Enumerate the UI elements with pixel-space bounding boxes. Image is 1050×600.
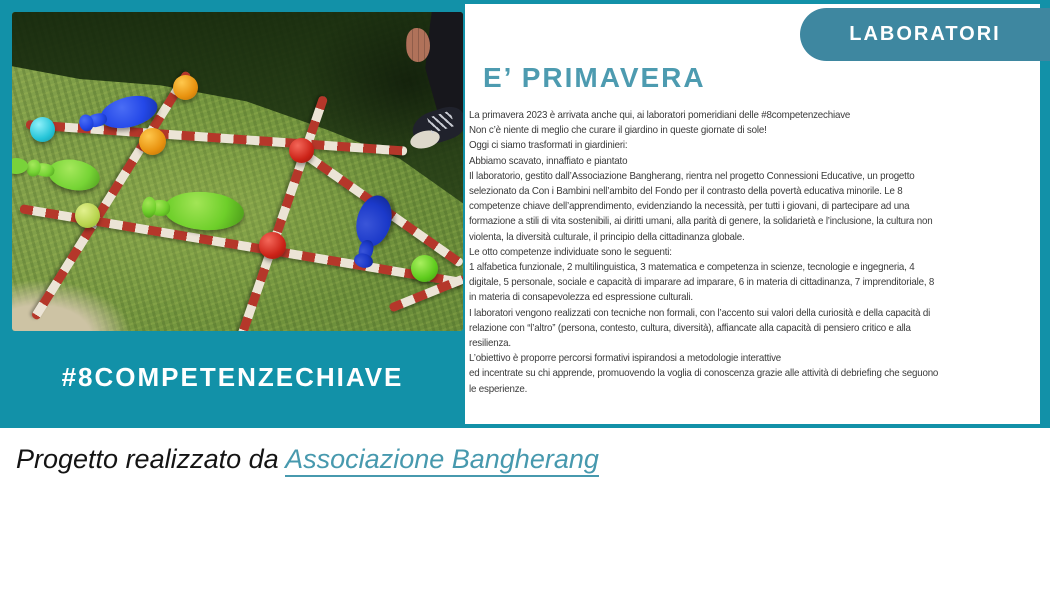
ball-orange: [173, 75, 198, 100]
ball-yellow-green: [75, 203, 100, 228]
footer-credit: [16, 444, 599, 475]
hashtag-label: #8COMPETENZECHIAVE: [61, 362, 404, 392]
footer-text: Progetto realizzato da: [16, 444, 286, 474]
ball-cyan: [30, 117, 55, 142]
association-link[interactable]: Associazione Bangherang: [285, 444, 599, 477]
ball-red: [289, 138, 314, 163]
laboratori-badge: [800, 8, 1050, 61]
activity-photo: [12, 12, 463, 331]
ball-red: [259, 232, 286, 259]
person-hand: [406, 28, 430, 62]
ball-orange: [139, 128, 166, 155]
badge-label: LABORATORI: [849, 23, 1001, 45]
ball-green: [411, 255, 438, 282]
page-title: E’ PRIMAVERA: [483, 62, 706, 93]
body-text: La primavera 2023 è arrivata anche qui, ai laboratori pomeridiani delle #8competenzechiave Non c’è niente di meglio che curare il giardino in queste giornate di sole! Oggi ci siamo trasformati in giardinieri: Abbiamo scavato, innaffiato e piantato Il laboratorio, gestito dall’Associazione Bangherang, rientra nel progetto Connessioni Educative, un progetto selezionato da Con i Bambini nell’ambito del Fondo per il contrasto della povertà educativa minorile. Le 8 competenze chiave dell’apprendimento, evidenziando la necessità, per tutti i giovani, di partecipare ad una formazione a stili di vita sostenibili, ai diritti umani, alla parità di genere, la solidarietà e l’inclusione, la cultura non violenta, la diversità culturale, il principio della cittadinanza globale. Le otto competenze individuate sono le seguenti: 1 alfabetica funzionale, 2 multilinguistica, 3 matematica e competenza in scienze, tecnologie e ingegneria, 4 digitale, 5 personale, sociale e capacità di imparare ad imparare, 6 in materia di cittadinanza, 7 imprenditoriale, 8 in materia di consapevolezza ed espressione culturali. I laboratori vengono realizzati con tecniche non formali, con l’accento sui valori della curiosità e della capacità di relazione con “l’altro” (persona, contesto, cultura, diversità), affiancate alla capacità di pensiero critico e alla resilienza. L’obiettivo è proporre percorsi formativi ispirandosi a metodologie interattive ed incentrate su chi apprende, promuovendo la voglia di conoscenza grazie alle attività di debriefing che seguono le esperienze.: [469, 109, 939, 395]
content-panel: [465, 4, 1040, 424]
